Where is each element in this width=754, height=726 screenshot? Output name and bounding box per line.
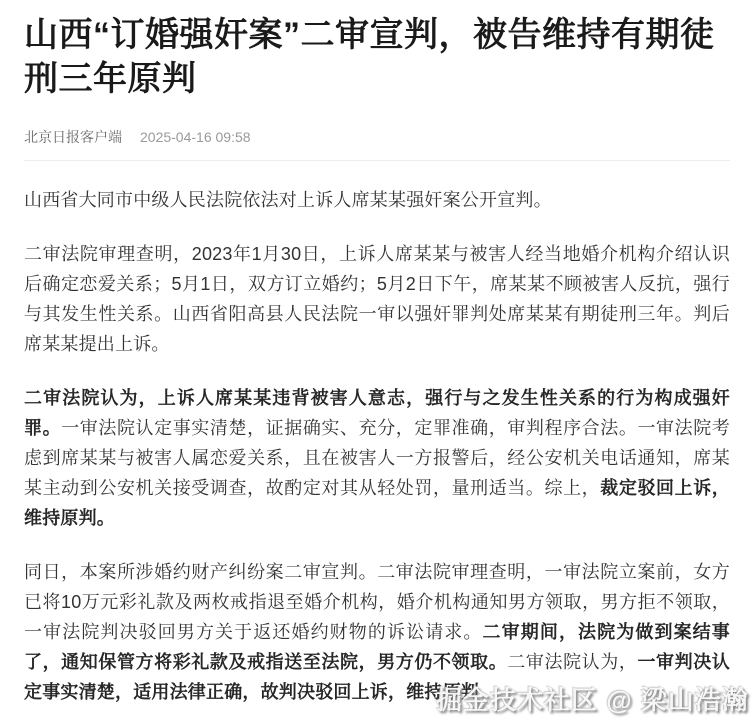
article-date: 2025-04-16 09:58 — [140, 129, 251, 145]
article-source[interactable]: 北京日报客户端 — [24, 129, 122, 145]
text-segment: 二审法院认为， — [507, 652, 638, 672]
meta-divider — [24, 160, 730, 161]
article-paragraph — [24, 557, 730, 707]
article-title: 山西“订婚强奸案”二审宣判，被告维持有期徒刑三年原判 — [24, 16, 715, 98]
bold-text-segment: 裁定驳回上诉，维持原判。 — [24, 478, 730, 528]
bold-text-segment: 二审期间，法院为做到案结事了，通知保管方将彩礼款及戒指送至法院，男方仍不领取。 — [24, 622, 730, 672]
article-paragraph — [24, 383, 730, 533]
text-segment: 同日，本案所涉婚约财产纠纷案二审宣判。二审法院审理查明，一审法院立案前，女方已将10万元彩礼款及两枚戒指退至婚介机构，婚介机构通知男方领取，男方拒不领取，一审法院判决驳回男方关于返还婚约财物的诉讼请求。 — [24, 562, 730, 642]
text-segment: 山西省大同市中级人民法院依法对上诉人席某某强奸案公开宣判。 — [24, 190, 552, 210]
bold-text-segment: 一审判决认定事实清楚，适用法律正确，故判决驳回上诉，维持原判 — [24, 652, 730, 702]
text-segment: 二审法院审理查明，2023年1月30日，上诉人席某某与被害人经当地婚介机构介绍认识后确定恋爱关系；5月1日，双方订立婚约；5月2日下午，席某某不顾被害人反抗，强行与其发生性关系。山西省阳高县人民法院一审以强奸罪判处席某某有期徒刑三年。判后席某某提出上诉。 — [24, 244, 730, 354]
text-segment: 一审法院认定事实清楚，证据确实、充分，定罪准确，审判程序合法。一审法院考虑到席某某与被害人属恋爱关系，且在被害人一方报警后，经公安机关电话通知，席某某主动到公安机关接受调查，故酌定对其从轻处罚，量刑适当。综上， — [24, 418, 730, 498]
article-paragraph — [24, 239, 730, 359]
watermark: 掘金技术社区 @ 梁山浩瀚 — [436, 685, 749, 715]
article-meta — [24, 127, 730, 147]
bold-text-segment: 二审法院认为，上诉人席某某违背被害人意志，强行与之发生性关系的行为构成强奸罪。 — [24, 388, 730, 438]
article-body — [24, 185, 730, 707]
article-paragraph — [24, 185, 730, 215]
